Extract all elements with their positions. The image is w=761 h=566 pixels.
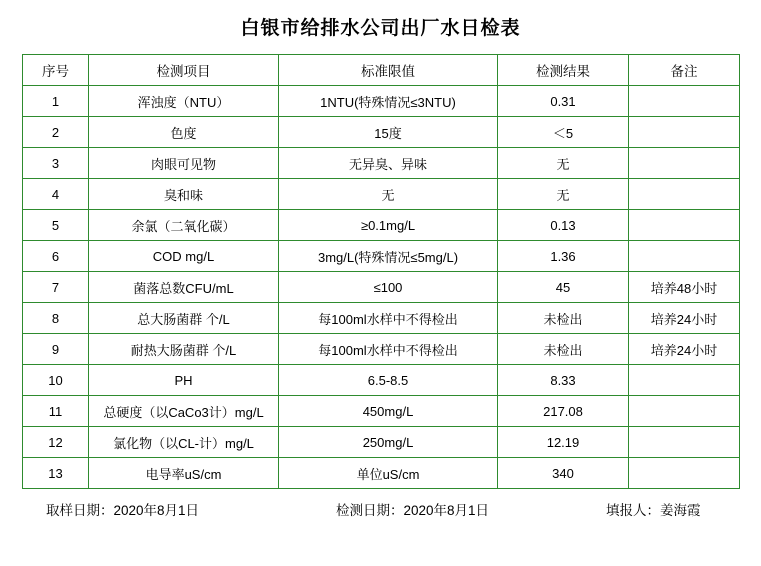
cell-result: ＜5: [498, 117, 629, 148]
cell-result: 12.19: [498, 427, 629, 458]
cell-index: 11: [23, 396, 89, 427]
cell-remark: [629, 365, 740, 396]
cell-remark: [629, 117, 740, 148]
cell-result: 1.36: [498, 241, 629, 272]
cell-result: 8.33: [498, 365, 629, 396]
cell-result: 未检出: [498, 334, 629, 365]
cell-index: 6: [23, 241, 89, 272]
cell-limit: ≤100: [279, 272, 498, 303]
cell-item: 总大肠菌群 个/L: [89, 303, 279, 334]
cell-result: 无: [498, 148, 629, 179]
cell-result: 217.08: [498, 396, 629, 427]
cell-item: 菌落总数CFU/mL: [89, 272, 279, 303]
cell-result: 0.31: [498, 86, 629, 117]
cell-limit: ≥0.1mg/L: [279, 210, 498, 241]
document-page: [0, 13, 761, 519]
cell-limit: 每100ml水样中不得检出: [279, 303, 498, 334]
column-header-item: 检测项目: [89, 55, 279, 86]
cell-item: 电导率uS/cm: [89, 458, 279, 489]
cell-limit: 6.5-8.5: [279, 365, 498, 396]
water-quality-table: [22, 54, 740, 489]
cell-result: 无: [498, 179, 629, 210]
table-container: [0, 54, 761, 489]
cell-remark: [629, 86, 740, 117]
cell-limit: 无异臭、异味: [279, 148, 498, 179]
table-row: [23, 427, 740, 458]
table-row: [23, 334, 740, 365]
table-row: [23, 272, 740, 303]
cell-index: 4: [23, 179, 89, 210]
cell-limit: 3mg/L(特殊情况≤5mg/L): [279, 241, 498, 272]
cell-item: COD mg/L: [89, 241, 279, 272]
cell-remark: [629, 396, 740, 427]
cell-remark: 培养24小时: [629, 303, 740, 334]
cell-remark: [629, 148, 740, 179]
cell-limit: 每100ml水样中不得检出: [279, 334, 498, 365]
cell-remark: [629, 241, 740, 272]
cell-index: 2: [23, 117, 89, 148]
column-header-limit: 标准限值: [279, 55, 498, 86]
cell-item: 总硬度（以CaCo3计）mg/L: [89, 396, 279, 427]
cell-result: 340: [498, 458, 629, 489]
cell-limit: 无: [279, 179, 498, 210]
table-row: [23, 396, 740, 427]
footer: [22, 499, 739, 519]
cell-remark: 培养48小时: [629, 272, 740, 303]
table-header: [23, 55, 740, 86]
cell-index: 1: [23, 86, 89, 117]
cell-item: 臭和味: [89, 179, 279, 210]
table-row: [23, 86, 740, 117]
cell-limit: 450mg/L: [279, 396, 498, 427]
cell-result: 0.13: [498, 210, 629, 241]
table-row: [23, 241, 740, 272]
page-title: 白银市给排水公司出厂水日检表: [240, 18, 521, 39]
table-row: [23, 303, 740, 334]
column-header-result: 检测结果: [498, 55, 629, 86]
sampling-date: 取样日期：2020年8月1日: [46, 503, 200, 518]
table-row: [23, 117, 740, 148]
cell-item: 耐热大肠菌群 个/L: [89, 334, 279, 365]
cell-index: 7: [23, 272, 89, 303]
cell-item: 肉眼可见物: [89, 148, 279, 179]
cell-limit: 1NTU(特殊情况≤3NTU): [279, 86, 498, 117]
cell-remark: [629, 179, 740, 210]
cell-limit: 单位uS/cm: [279, 458, 498, 489]
cell-index: 5: [23, 210, 89, 241]
testing-date: 检测日期：2020年8月1日: [336, 503, 490, 518]
table-row: [23, 365, 740, 396]
cell-limit: 250mg/L: [279, 427, 498, 458]
cell-item: 浑浊度（NTU）: [89, 86, 279, 117]
table-row: [23, 148, 740, 179]
cell-remark: [629, 210, 740, 241]
cell-index: 13: [23, 458, 89, 489]
cell-remark: [629, 458, 740, 489]
cell-index: 12: [23, 427, 89, 458]
filled-by: 填报人：姜海霞: [606, 503, 701, 518]
cell-limit: 15度: [279, 117, 498, 148]
cell-result: 45: [498, 272, 629, 303]
cell-item: 色度: [89, 117, 279, 148]
cell-result: 未检出: [498, 303, 629, 334]
table-row: [23, 458, 740, 489]
cell-index: 9: [23, 334, 89, 365]
cell-item: PH: [89, 365, 279, 396]
column-header-remark: 备注: [629, 55, 740, 86]
cell-index: 3: [23, 148, 89, 179]
cell-index: 8: [23, 303, 89, 334]
cell-index: 10: [23, 365, 89, 396]
cell-item: 氯化物（以CL-计）mg/L: [89, 427, 279, 458]
column-header-index: 序号: [23, 55, 89, 86]
table-row: [23, 210, 740, 241]
cell-remark: [629, 427, 740, 458]
cell-remark: 培养24小时: [629, 334, 740, 365]
cell-item: 余氯（二氧化碳）: [89, 210, 279, 241]
table-header-row: [23, 55, 740, 86]
table-body: [23, 86, 740, 489]
table-row: [23, 179, 740, 210]
